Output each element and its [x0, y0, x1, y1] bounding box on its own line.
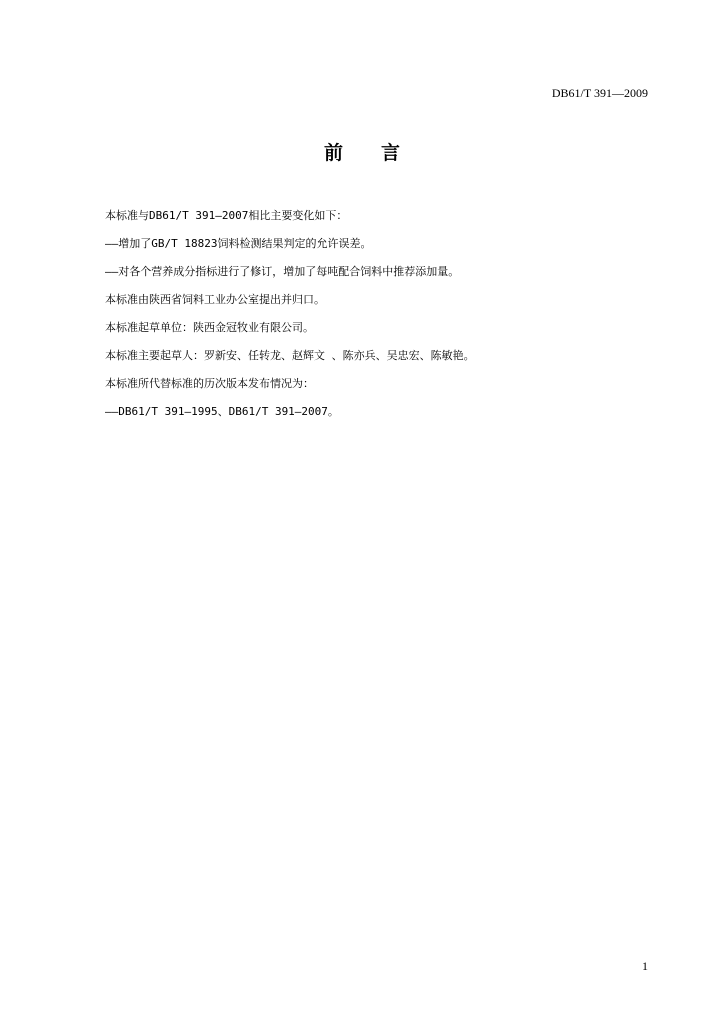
- paragraph-proposer: 本标准由陕西省饲料工业办公室提出并归口。: [105, 293, 325, 306]
- page-title: [0, 138, 724, 165]
- title-char-2: 言: [381, 142, 401, 164]
- paragraph-drafting-unit: 本标准起草单位：陕西金冠牧业有限公司。: [105, 321, 314, 334]
- paragraph-drafters: 本标准主要起草人：罗新安、任转龙、赵辉文 、陈亦兵、吴忠宏、陈敏艳。: [105, 349, 475, 362]
- paragraph-change-item-1: ——增加了GB/T 18823饲料检测结果判定的允许误差。: [105, 237, 372, 250]
- title-char-1: 前: [323, 142, 343, 164]
- preface-body: [105, 202, 665, 426]
- paragraph-history-intro: 本标准所代替标准的历次版本发布情况为：: [105, 377, 314, 390]
- page-number: 1: [642, 959, 648, 973]
- standard-code-header: DB61/T 391—2009: [551, 86, 648, 100]
- paragraph-changes-intro: 本标准与DB61/T 391—2007相比主要变化如下：: [105, 209, 348, 222]
- paragraph-change-item-2: ——对各个营养成分指标进行了修订，增加了每吨配合饲料中推荐添加量。: [105, 265, 460, 278]
- paragraph-history-versions: ——DB61/T 391—1995、DB61/T 391—2007。: [105, 405, 339, 418]
